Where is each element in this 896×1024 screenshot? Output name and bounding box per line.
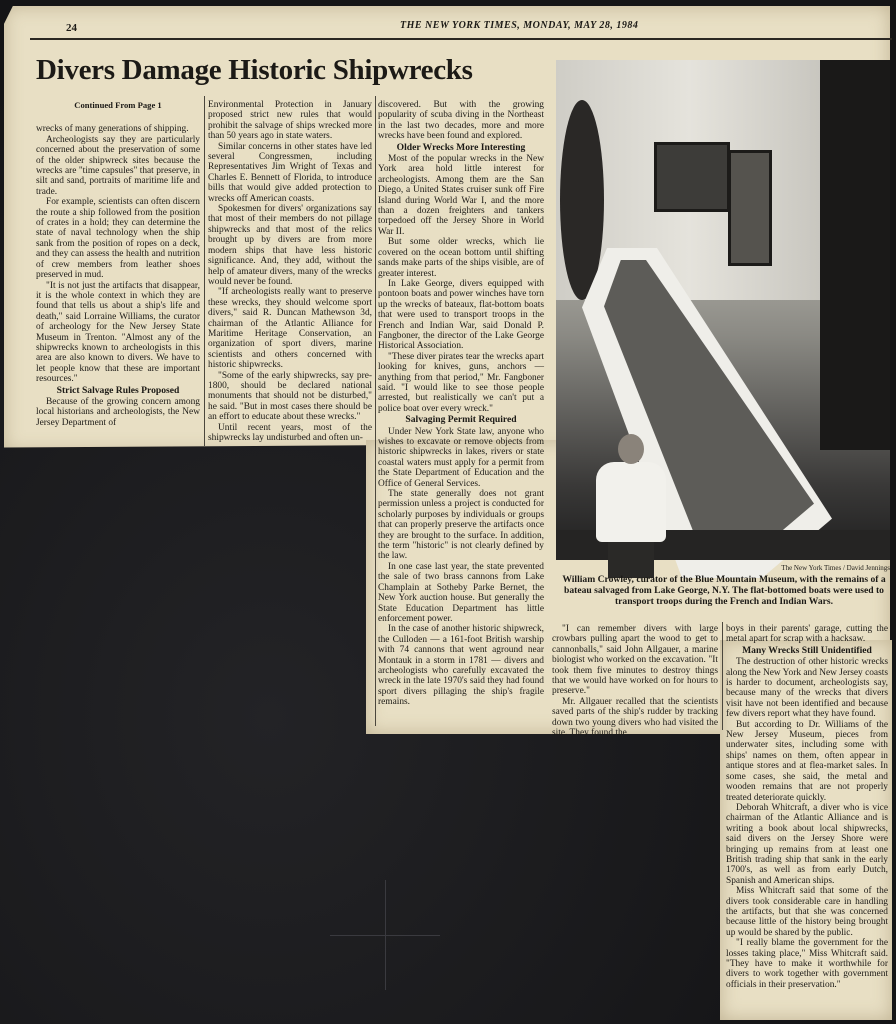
paragraph: For example, scientists can often discern the route a ship followed from the position of crates in a hold; they can determine the state of naval technology when the ship sank from the position of ropes on a deck, and they can assess the health and nutrition of crew members from leather shoes preserved in mud. <box>36 197 200 281</box>
paragraph: Spokesmen for divers' organizations say that most of their members do not pillage shipwrecks and that most of the relics brought up by divers are from more modern ships that have less historic significance. And, they add, without the help of amateur divers, many of the wrecks would never be found. <box>208 204 372 287</box>
paragraph: Archeologists say they are particularly concerned about the preservation of some of the older shipwreck sites because the wrecks are "time capsules" that preserve, in silt and sand, portraits of maritime life and trade. <box>36 134 200 197</box>
wall-display <box>728 150 772 266</box>
hanging-canoe <box>560 100 604 300</box>
wall-display <box>654 142 730 212</box>
column-rule <box>204 96 205 446</box>
paragraph: Similar concerns in other states have led several Congressmen, including Representatives Jim Wright of Texas and Charles E. Bennett of Florida, to introduce bills that would give added protection to wrecks off American coasts. <box>208 141 372 204</box>
column-rule <box>722 622 723 730</box>
paragraph: Mr. Allgauer recalled that the scientists saved parts of the ship's rudder by tracking down two young divers who had visited the site. They found the <box>552 696 718 739</box>
newspaper-dateline: THE NEW YORK TIMES, MONDAY, MAY 28, 1984 <box>400 20 639 31</box>
article-column-3 <box>378 100 544 724</box>
curator-figure <box>596 462 666 542</box>
paragraph: The destruction of other historic wrecks along the New York and New Jersey coasts is harder to document, archeologists say, because many of the wrecks that divers visit have not been identified and because few divers report what they have found. <box>726 657 888 720</box>
paragraph: "These diver pirates tear the wrecks apart looking for knives, guns, anchors — anything from that period," Mr. Fangboner said. "I would like to see those people arrested, but realistically we can't put a police boat over every wreck." <box>378 351 544 414</box>
paragraph: "It is not just the artifacts that disappear, it is the whole context in which they are found that tells us about a ship's life and death," said Lorraine Williams, the curator of archeology for the New Jersey State Museum in Trenton. "Almost any of the shipwrecks known to archeologists in this area are also known to divers. We have to let people know that these are important resources." <box>36 280 200 385</box>
column-rule <box>375 96 376 726</box>
paragraph: The state generally does not grant permission unless a project is conducted for scholarly purposes by individuals or groups that can properly preserve the artifacts once they are brought to the surface. In addition, the term "historic" is not clearly defined by the law. <box>378 489 544 562</box>
subheading: Strict Salvage Rules Proposed <box>56 384 180 396</box>
paragraph: Deborah Whitcraft, a diver who is vice chairman of the Atlantic Alliance and is writing a book about local shipwrecks, said divers on the Jersey Shore were bringing up remains from at least one British trading ship that sank in the early 1700's, as well as from early Dutch, Spanish and American ships. <box>726 802 888 886</box>
masthead <box>30 18 885 34</box>
article-column-5 <box>726 624 888 1018</box>
paragraph: Until recent years, most of the shipwrecks lay undisturbed and often un- <box>208 422 372 443</box>
photo-caption: William Crowley, curator of the Blue Mountain Museum, with the remains of a bateau salvaged from Lake George, N.Y. The flat-bottomed boats were used to transport troops during the French and Indian Wars. <box>562 574 886 607</box>
museum-photo <box>556 60 890 560</box>
continued-note: Continued From Page 1 <box>74 100 162 110</box>
paragraph: "I really blame the government for the losses taking place," Miss Whitcraft said. "They have to make it worthwhile for divers to work together with government officials in their preservation." <box>726 938 888 990</box>
subheading: Older Wrecks More Interesting <box>396 141 526 153</box>
article-column-2 <box>208 100 372 448</box>
paragraph: "Some of the early shipwrecks, say pre-1800, should be declared national monuments that should not be disturbed," he said. "But in most cases there should be an effort to educate about these wrecks." <box>208 370 372 423</box>
scanner-crosshair-vertical <box>385 880 386 990</box>
paragraph: In Lake George, divers equipped with pontoon boats and power winches have torn up the wrecks of bateaux, flat-bottom boats that were used to transport troops in the French and Indian War, said Donald P. Fangboner, the director of the Lake George Historical Association. <box>378 278 544 352</box>
paragraph: But some older wrecks, which lie covered on the ocean bottom until shifting sands make parts of the ships visible, are of greater interest. <box>378 237 544 279</box>
paragraph: In the case of another historic shipwreck, the Culloden — a 161-foot British warship with 74 cannons that went aground near Montauk in a storm in 1781 — divers and archeologists who carefully excavated the wreck in the late 1970's said they had found sport divers pillaging the ship's fragile remains. <box>378 624 544 708</box>
paragraph: Most of the popular wrecks in the New York area hold little interest for archeologists. Among them are the San Diego, a United States cruiser sunk off Fire Island during World War I, and the more than a dozen freighters and tankers torpedoed off the Jersey Shore in World War II. <box>378 154 544 237</box>
paragraph: "I can remember divers with large crowbars pulling apart the wood to get to cannonballs," said John Allgauer, a marine biologist who worked on the excavation. "It took them five minutes to destroy things that we would have worked on for hours to preserve." <box>552 624 718 697</box>
paragraph: But according to Dr. Williams of the New Jersey Museum, pieces from underwater sites, including some with ships' names on them, often appear in antique stores and at flea-market sales. In some cases, she said, the metal and wooden remains that are not properly treated deteriorate quickly. <box>726 719 888 803</box>
subheading: Salvaging Permit Required <box>405 414 517 426</box>
paragraph: "If archeologists really want to preserve these wrecks, they should welcome sport divers," said R. Duncan Mathewson 3d, chairman of the Atlantic Alliance for Maritime Heritage Conservation, an organization of sport divers, marine scientists and others concerned with historic shipwrecks. <box>208 287 372 371</box>
article-column-1 <box>36 100 200 448</box>
photo-credit: The New York Times / David Jennings <box>781 564 890 572</box>
subheading: Many Wrecks Still Unidentified <box>742 644 872 656</box>
paragraph: In one case last year, the state prevented the sale of two brass cannons from Lake Champlain at Sotheby Parke Bernet, the New York auction house. But generally the State Education Department has little enforcement power. <box>378 561 544 624</box>
paragraph: Under New York State law, anyone who wishes to excavate or remove objects from historic shipwrecks in lakes, rivers or state coastal waters must apply for a permit from the State Department of Education and the Office of General Services. <box>378 426 544 489</box>
article-column-4 <box>552 624 718 739</box>
paragraph: Environmental Protection in January proposed strict new rules that would prohibit the salvage of ships wrecked more than 50 years ago in state waters. <box>208 100 372 142</box>
page-number: 24 <box>66 22 77 34</box>
headline: Divers Damage Historic Shipwrecks <box>36 54 473 86</box>
paragraph: wrecks of many generations of shipping. <box>36 124 189 135</box>
paragraph: discovered. But with the growing popularity of scuba diving in the Northeast in the last two decades, more and more wrecks have been found and explored. <box>378 100 544 142</box>
paragraph: boys in their parents' garage, cutting the metal apart for scrap with a hacksaw. <box>726 624 888 645</box>
masthead-rule <box>30 38 892 40</box>
paragraph: Because of the growing concern among local historians and archeologists, the New Jersey Department of <box>36 396 200 428</box>
paragraph: Miss Whitcraft said that some of the divers took considerable care in handling the artifacts, but that she was concerned because little of the history being brought up would be shared by the public. <box>726 886 888 938</box>
